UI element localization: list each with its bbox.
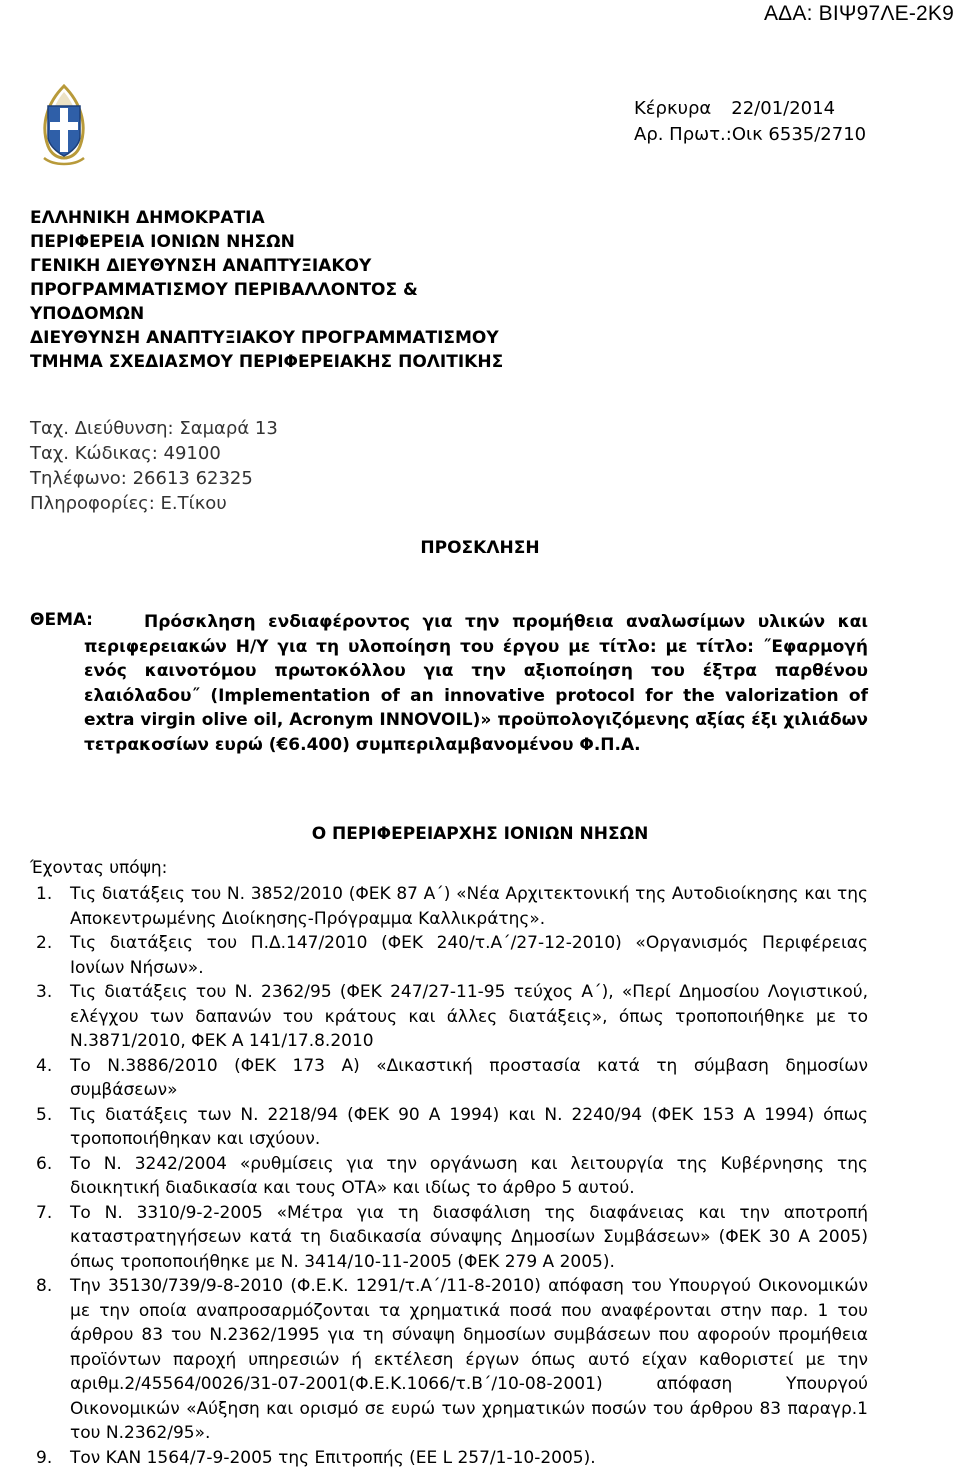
phone: Τηλέφωνο: 26613 62325: [30, 466, 278, 491]
item-number: 2.: [36, 931, 52, 956]
issuing-authority: [30, 206, 503, 374]
protocol-number: Αρ. Πρωτ.:Οικ 6535/2710: [634, 122, 866, 148]
list-item: [30, 980, 868, 1054]
document-title: ΠΡΟΣΚΛΗΣΗ: [0, 538, 960, 558]
information-contact: Πληροφορίες: Ε.Τίκου: [30, 491, 278, 516]
authority-line: ΠΡΟΓΡΑΜΜΑΤΙΣΜΟΥ ΠΕΡΙΒΑΛΛΟΝΤΟΣ &: [30, 278, 503, 302]
authority-line: ΤΜΗΜΑ ΣΧΕΔΙΑΣΜΟΥ ΠΕΡΙΦΕΡΕΙΑΚΗΣ ΠΟΛΙΤΙΚΗΣ: [30, 350, 503, 374]
list-item: [30, 1274, 868, 1446]
item-text: Τις διατάξεις του Π.Δ.147/2010 (ΦΕΚ 240/τ.Α΄/27-12-2010) «Οργανισμός Περιφέρειας Ιονίων Νήσων».: [70, 933, 868, 978]
item-text: Το Ν.3886/2010 (ΦΕΚ 173 Α) «Δικαστική προστασία κατά τη σύμβαση δημοσίων συμβάσεων»: [70, 1056, 868, 1101]
item-number: 7.: [36, 1201, 52, 1226]
ada-code: ΑΔΑ: ΒΙΨ97ΛΕ-2Κ9: [764, 2, 954, 26]
subject-text: Πρόσκληση ενδιαφέροντος για την προμήθεια αναλωσίμων υλικών και περιφερειακών Η/Υ για τη υλοποίηση του έργου με τίτλο: με τίτλο: ˝Εφαρμογή ενός καινοτόμου πρωτοκόλλου για την αξιοποίηση του έξτρα παρθένου ελαιόλαδου˝ (Implementation of an innovative protocol for the valorization of extra virgin olive oil, Acronym INNOVOIL)» προϋπολογιζόμενης αξίας έξι χιλιάδων τετρακοσίων ευρώ (€6.400) συμπεριλαμβανομένου Φ.Π.Α.: [84, 610, 868, 757]
regional-governor-heading: Ο ΠΕΡΙΦΕΡΕΙΑΡΧΗΣ ΙΟΝΙΩΝ ΝΗΣΩΝ: [0, 824, 960, 844]
considering-label: Έχοντας υπόψη:: [30, 858, 167, 878]
item-text: Το Ν. 3310/9-2-2005 «Μέτρα για τη διασφάλιση της διαφάνειας και την αποτροπή καταστρατηγήσεων κατά τη διαδικασία σύναψης Δημοσίων Συμβάσεων» (ΦΕΚ 30 Α 2005) όπως τροποποιήθηκε με Ν. 3414/10-11-2005 (ΦΕΚ 279 Α 2005).: [70, 1203, 868, 1272]
item-text: Τις διατάξεις του Ν. 3852/2010 (ΦΕΚ 87 Α΄) «Νέα Αρχιτεκτονική της Αυτοδιοίκησης και της Αποκεντρωμένης Διοίκησης-Πρόγραμμα Καλλικράτης».: [70, 884, 868, 929]
item-number: 8.: [36, 1274, 52, 1299]
authority-line: ΥΠΟΔΟΜΩΝ: [30, 302, 503, 326]
date: 22/01/2014: [731, 98, 835, 119]
authority-line: ΕΛΛΗΝΙΚΗ ΔΗΜΟΚΡΑΤΙΑ: [30, 206, 503, 230]
list-item: [30, 1103, 868, 1152]
item-number: 3.: [36, 980, 52, 1005]
item-number: 4.: [36, 1054, 52, 1079]
item-number: 1.: [36, 882, 52, 907]
item-text: Την 35130/739/9-8-2010 (Φ.Ε.Κ. 1291/τ.Α΄/11-8-2010) απόφαση του Υπουργού Οικονομικών με την οποία αναπροσαρμόζονται τα χρηματικά ποσά που αναφέρονται στην παρ. 1 του άρθρου 83 του Ν.2362/1995 για τη σύναψη δημοσίων συμβάσεων που αφορούν προμήθεια προϊόντων παροχή υπηρεσιών ή εκτέλεση έργων όπως αυτό είχαν καθοριστεί με την αριθμ.2/45564/0026/31-07-2001(Φ.Ε.Κ.1066/τ.Β΄/10-08-2001) απόφαση Υπουργού Οικονομικών «Αύξηση και ορισμό σε ευρώ των χρηματικών ποσών του άρθρου 83 παραγρ.1 του Ν.2362/95».: [70, 1276, 868, 1443]
place: Κέρκυρα: [634, 98, 711, 119]
item-text: Τον ΚΑΝ 1564/7-9-2005 της Επιτροπής (ΕΕ L 257/1-10-2005).: [70, 1448, 596, 1468]
authority-line: ΠΕΡΙΦΕΡΕΙΑ ΙΟΝΙΩΝ ΝΗΣΩΝ: [30, 230, 503, 254]
item-text: Τις διατάξεις των Ν. 2218/94 (ΦΕΚ 90 Α 1994) και Ν. 2240/94 (ΦΕΚ 153 Α 1994) όπως τροποποιήθηκαν και ισχύουν.: [70, 1105, 868, 1150]
postal-code: Ταχ. Κώδικας: 49100: [30, 441, 278, 466]
greek-coat-of-arms-icon: [34, 84, 94, 174]
list-item: [30, 882, 868, 931]
list-item: [30, 1446, 868, 1470]
date-and-protocol: [634, 96, 866, 148]
list-item: [30, 1152, 868, 1201]
legal-basis-list: [30, 882, 868, 1470]
contact-details: [30, 416, 278, 516]
authority-line: ΔΙΕΥΘΥΝΣΗ ΑΝΑΠΤΥΞΙΑΚΟΥ ΠΡΟΓΡΑΜΜΑΤΙΣΜΟΥ: [30, 326, 503, 350]
item-text: Τις διατάξεις του Ν. 2362/95 (ΦΕΚ 247/27-11-95 τεύχος Α΄), «Περί Δημοσίου Λογιστικού, ελέγχου των δαπανών του κράτους και άλλες διατάξεις», όπως τροποποιήθηκε με το Ν.3871/2010, ΦΕΚ Α 141/17.8.2010: [70, 982, 868, 1051]
list-item: [30, 1054, 868, 1103]
item-number: 9.: [36, 1446, 52, 1470]
item-number: 5.: [36, 1103, 52, 1128]
list-item: [30, 931, 868, 980]
list-item: [30, 1201, 868, 1275]
authority-line: ΓΕΝΙΚΗ ΔΙΕΥΘΥΝΣΗ ΑΝΑΠΤΥΞΙΑΚΟΥ: [30, 254, 503, 278]
item-text: Το Ν. 3242/2004 «ρυθμίσεις για την οργάνωση και λειτουργία της Κυβέρνησης της διοικητική διαδικασία και τους ΟΤΑ» και ιδίως το άρθρο 5 αυτού.: [70, 1154, 868, 1199]
subject-label: ΘΕΜΑ:: [30, 610, 93, 630]
item-number: 6.: [36, 1152, 52, 1177]
address: Ταχ. Διεύθυνση: Σαμαρά 13: [30, 416, 278, 441]
